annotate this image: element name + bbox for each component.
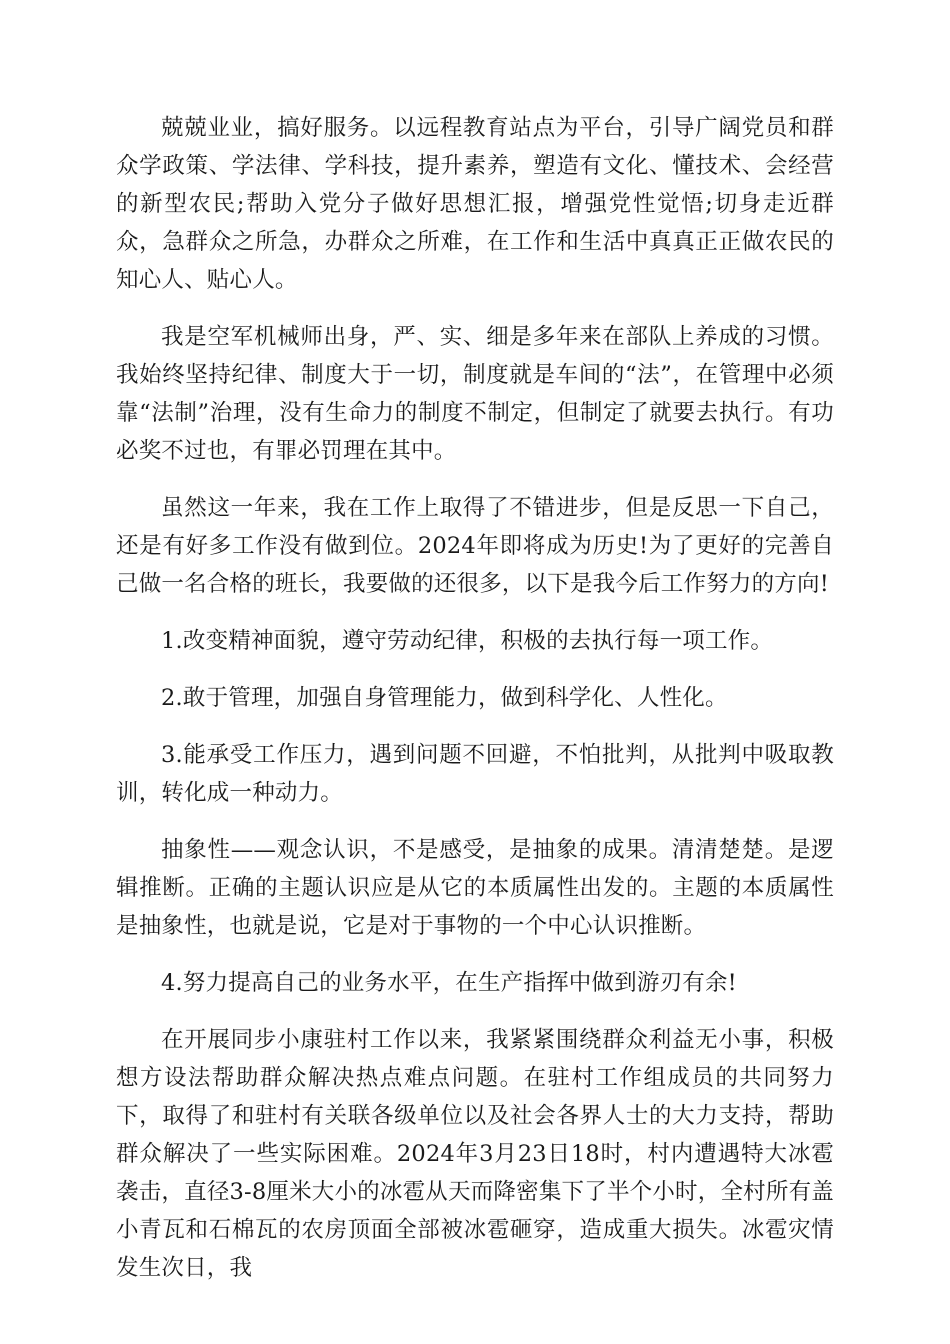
paragraph: 1.改变精神面貌，遵守劳动纪律，积极的去执行每一项工作。: [161, 628, 774, 654]
paragraph: 2.敢于管理，加强自身管理能力，做到科学化、人性化。: [161, 685, 728, 711]
paragraph: 在开展同步小康驻村工作以来，我紧紧围绕群众利益无小事，积极想方设法帮助群众解决热点难点问题。在驻村工作组成员的共同努力下，取得了和驻村有关联各级单位以及社会各界人士的大力支持，帮助群众解决了一些实际困难。2024年3月23日18时，村内遭遇特大冰雹袭击，直径3-8厘米大小的冰雹从天而降密集下了半个小时，全村所有盖小青瓦和石棉瓦的农房顶面全部被冰雹砸穿，造成重大损失。冰雹灾情发生次日，我: [116, 1027, 834, 1281]
paragraph: 4.努力提高自己的业务水平，在生产指挥中做到游刃有余!: [161, 970, 737, 996]
paragraph: 3.能承受工作压力，遇到问题不回避，不怕批判，从批判中吸取教训，转化成一种动力。: [116, 742, 834, 806]
paragraph: 兢兢业业，搞好服务。以远程教育站点为平台，引导广阔党员和群众学政策、学法律、学科技，提升素养，塑造有文化、懂技术、会经营的新型农民;帮助入党分子做好思想汇报，增强党性觉悟;切身走近群众，急群众之所急，办群众之所难，在工作和生活中真真正正做农民的知心人、贴心人。: [116, 115, 834, 293]
document-body: [116, 109, 834, 1306]
paragraph: 虽然这一年来，我在工作上取得了不错进步，但是反思一下自己，还是有好多工作没有做到位。2024年即将成为历史!为了更好的完善自己做一名合格的班长，我要做的还很多，以下是我今后工作努力的方向!: [116, 495, 834, 597]
paragraph: 抽象性——观念认识，不是感受，是抽象的成果。清清楚楚。是逻辑推断。正确的主题认识应是从它的本质属性出发的。主题的本质属性是抽象性，也就是说，它是对于事物的一个中心认识推断。: [116, 837, 834, 939]
paragraph: 我是空军机械师出身，严、实、细是多年来在部队上养成的习惯。我始终坚持纪律、制度大于一切，制度就是车间的“法”，在管理中必须靠“法制”治理，没有生命力的制度不制定，但制定了就要去执行。有功必奖不过也，有罪必罚理在其中。: [116, 324, 834, 464]
